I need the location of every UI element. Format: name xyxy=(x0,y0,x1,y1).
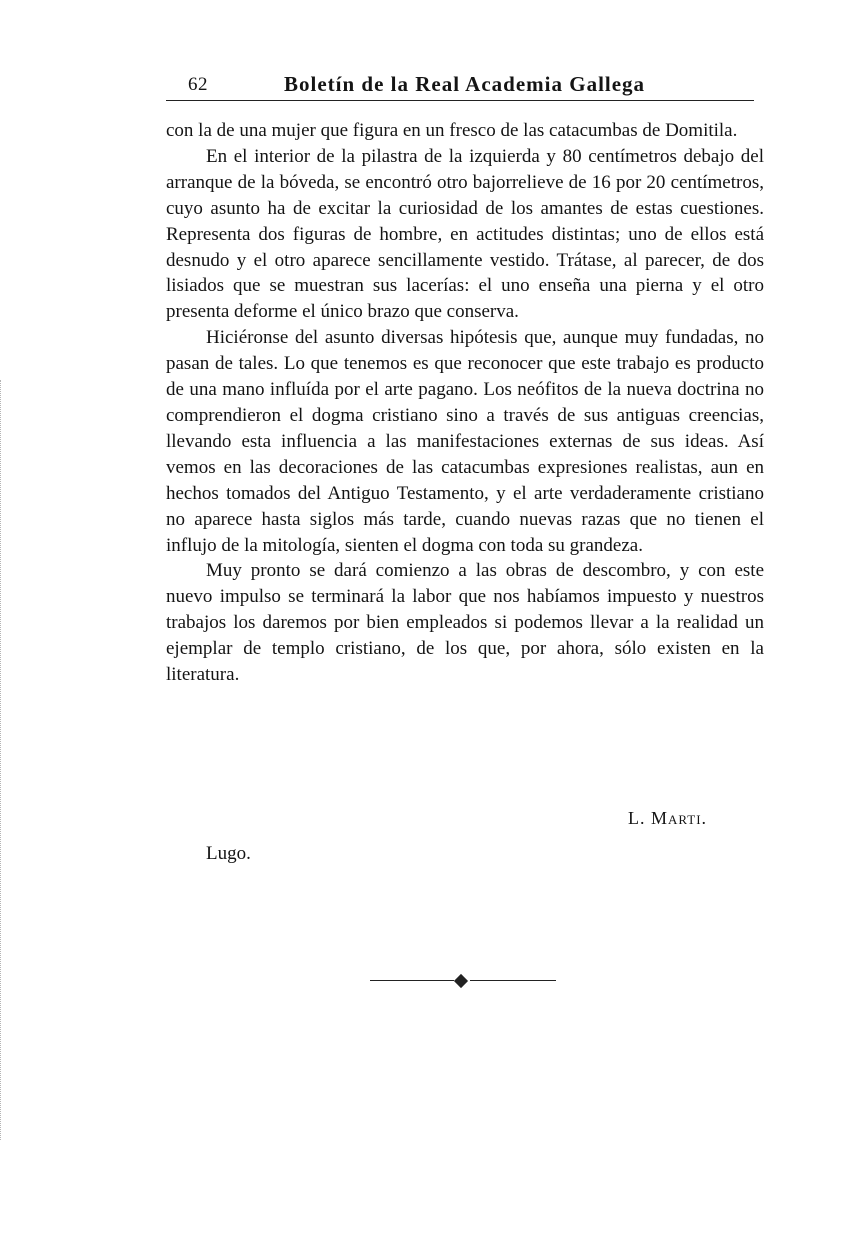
ornament-line-left xyxy=(370,980,454,981)
page-number: 62 xyxy=(188,74,208,95)
body-text xyxy=(166,118,764,688)
paragraph-1: con la de una mujer que figura en un fresco de las catacumbas de Domitila. xyxy=(166,120,738,141)
running-title: Boletín de la Real Academia Gallega xyxy=(284,72,646,96)
paragraph-4: Muy pronto se dará comienzo a las obras de descombro, y con este nuevo impulso se terminará la labor que nos habíamos impuesto y nuestros trabajos los daremos por bien empleados si podemos llevar a la realidad un ejemplar de templo cristiano, de los que, por ahora, sólo existen en la literatura. xyxy=(166,560,764,686)
author-initial: L. xyxy=(628,808,646,828)
scan-margin-artifact xyxy=(0,380,13,1140)
closing-ornament xyxy=(370,974,556,988)
author-signature xyxy=(628,808,707,829)
ornament-diamond-icon xyxy=(454,974,468,988)
page-header xyxy=(166,72,754,100)
ornament-line-right xyxy=(470,980,556,981)
header-rule xyxy=(166,100,754,101)
paragraph-2: En el interior de la pilastra de la izquierda y 80 centímetros debajo del arranque de la bóveda, se encontró otro bajorrelieve de 16 por 20 centímetros, cuyo asunto ha de excitar la curiosidad de los amantes de estas cuestiones. Representa dos figuras de hombre, en actitudes distintas; uno de ellos está desnudo y el otro aparece sencillamente vestido. Trátase, al parecer, de dos lisiados que se muestran sus lacerías: el uno enseña una pierna y el otro presenta deforme el único brazo que conserva. xyxy=(166,145,764,323)
paragraph-3: Hiciéronse del asunto diversas hipótesis que, aunque muy fundadas, no pasan de tales. Lo que tenemos es que reconocer que este trabajo es producto de una mano influída por el arte pagano. Los neófitos de la nueva doctrina no comprendieron el dogma cristiano sino a través de sus antiguas creencias, llevando esta influencia a las manifestaciones externas de sus ideas. Así vemos en las decoraciones de las catacumbas expresiones realistas, aun en hechos tomados del Antiguo Testamento, y el arte verdaderamente cristiano no aparece hasta siglos más tarde, cuando nuevas razas que no tienen el influjo de la mitología, sienten el dogma con toda su grandeza. xyxy=(166,327,764,556)
place-line: Lugo. xyxy=(206,843,251,864)
author-surname: Marti. xyxy=(651,808,708,828)
